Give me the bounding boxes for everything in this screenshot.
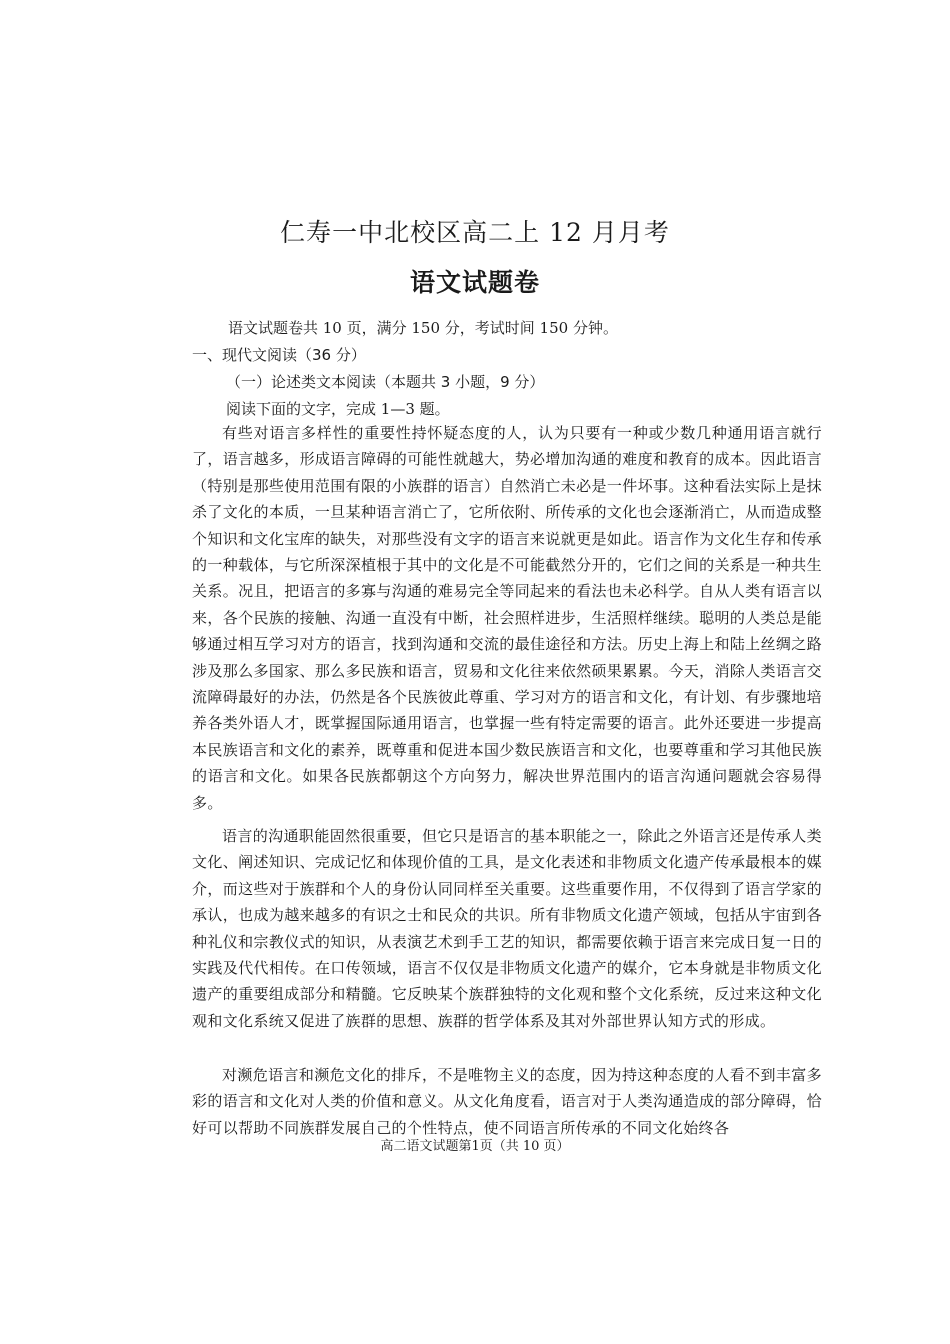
exam-info: 语文试题卷共 10 页，满分 150 分，考试时间 150 分钟。 [228,319,618,337]
exam-subtitle: 语文试题卷 [409,268,540,297]
section-heading: 一、现代文阅读（36 分） [192,346,366,364]
paragraph-3: 对濒危语言和濒危文化的排斥，不是唯物主义的态度，因为持这种态度的人看不到丰富多彩的语言和文化对人类的价值和意义。从文化角度看，语言对于人类沟通造成的部分障碍，恰好可以帮助不同族群发展自己的个性特点，使不同语言所传承的不同文化始终各 [192,1066,822,1137]
paragraph-2: 语言的沟通职能固然很重要，但它只是语言的基本职能之一，除此之外语言还是传承人类文化、阐述知识、完成记忆和体现价值的工具，是文化表述和非物质文化遗产传承最根本的媒介，而这些对于族群和个人的身份认同同样至关重要。这些重要作用，不仅得到了语言学家的承认，也成为越来越多的有识之士和民众的共识。所有非物质文化遗产领域，包括从宇宙到各种礼仪和宗教仪式的知识，从表演艺术到手工艺的知识，都需要依赖于语言来完成日复一日的实践及代代相传。在口传领域，语言不仅仅是非物质文化遗产的媒介，它本身就是非物质文化遗产的重要组成部分和精髓。它反映某个族群独特的文化观和整个文化系统，反过来这种文化观和文化系统又促进了族群的思想、族群的哲学体系及其对外部世界认知方式的形成。 [192,827,822,1030]
exam-title: 仁寿一中北校区高二上 12 月月考 [280,218,670,247]
subsection-heading: （一）论述类文本阅读（本题共 3 小题，9 分） [226,373,545,391]
page-footer: 高二语文试题第1页（共 10 页） [380,1139,570,1154]
reading-instruction: 阅读下面的文字，完成 1—3 题。 [226,400,450,418]
paragraph-1: 有些对语言多样性的重要性持怀疑态度的人，认为只要有一种或少数几种通用语言就行了，语言越多，形成语言障碍的可能性就越大，势必增加沟通的难度和教育的成本。因此语言（特别是那些使用范围有限的小族群的语言）自然消亡未必是一件坏事。这种看法实际上是抹杀了文化的本质，一旦某种语言消亡了，它所依附、所传承的文化也会逐渐消亡，从而造成整个知识和文化宝库的缺失，对那些没有文字的语言来说就更是如此。语言作为文化生存和传承的一种载体，与它所深深植根于其中的文化是不可能截然分开的，它们之间的关系是一种共生关系。况且，把语言的多寡与沟通的难易完全等同起来的看法也未必科学。自从人类有语言以来，各个民族的接触、沟通一直没有中断，社会照样进步，生活照样继续。聪明的人类总是能够通过相互学习对方的语言，找到沟通和交流的最佳途径和方法。历史上海上和陆上丝绸之路涉及那么多国家、那么多民族和语言，贸易和文化往来依然硕果累累。今天，消除人类语言交流障碍最好的办法，仍然是各个民族彼此尊重、学习对方的语言和文化，有计划、有步骤地培养各类外语人才，既掌握国际通用语言，也掌握一些有特定需要的语言。此外还要进一步提高本民族语言和文化的素养，既尊重和促进本国少数民族语言和文化，也要尊重和学习其他民族的语言和文化。如果各民族都朝这个方向努力，解决世界范围内的语言沟通问题就会容易得多。 [192,424,822,812]
